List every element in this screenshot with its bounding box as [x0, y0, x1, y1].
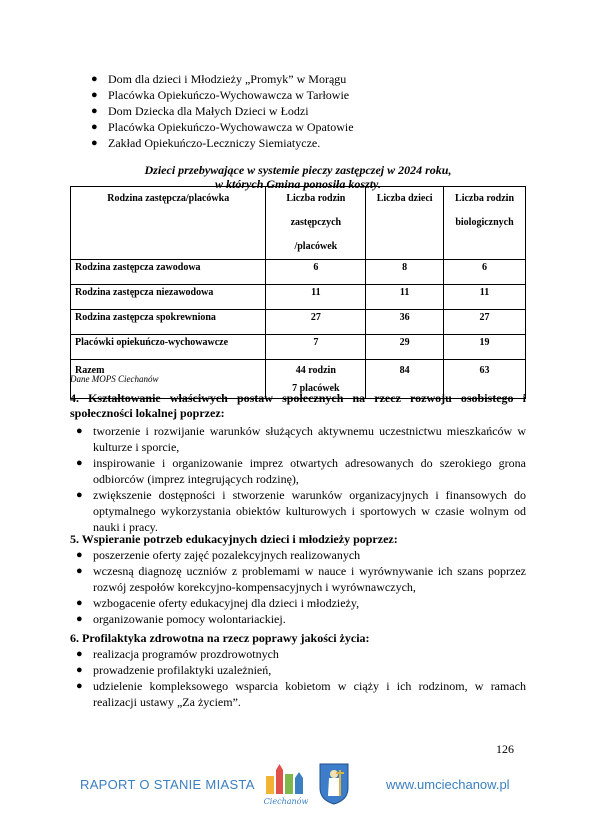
list-item: ● realizacja programów prozdrowotnych	[76, 647, 279, 661]
bullet-icon: ●	[76, 664, 83, 676]
svg-text:Ciechanów: Ciechanów	[263, 797, 309, 806]
cell-children: 29	[366, 335, 444, 360]
cell-children: 8	[366, 260, 444, 285]
bullet-icon: ●	[76, 680, 83, 692]
bullet-icon: ●	[76, 457, 83, 469]
cell-bio: 63	[444, 360, 526, 399]
section-6-title: 6. Profilaktyka zdrowotna na rzecz poprawy jakości życia:	[70, 631, 370, 645]
cell-families: 27	[266, 310, 366, 335]
bullet-icon: ●	[91, 89, 98, 101]
bullet-icon: ●	[91, 121, 98, 133]
bullet-icon: ●	[91, 73, 98, 85]
table-row	[71, 310, 526, 335]
institutions-list	[91, 71, 508, 151]
list-item: ● Zakład Opiekuńczo-Leczniczy Siemiatycze.	[91, 136, 321, 150]
bullet-icon: ●	[91, 105, 98, 117]
table-header-row	[71, 187, 526, 260]
list-item: ● wczesną diagnozę uczniów z problemami w nauce i wyrównywanie ich szans poprzez rozwój zespołów korekcyjno-kompensacyjnych i wyrównawczych,	[76, 564, 526, 594]
foster-care-table	[70, 186, 526, 399]
cell-bio: 11	[444, 285, 526, 310]
city-coat-of-arms-icon	[318, 762, 350, 806]
bullet-icon: ●	[76, 489, 83, 501]
row-name: Rodzina zastępcza zawodowa	[71, 260, 266, 285]
footer-report-title: RAPORT O STANIE MIASTA	[80, 777, 255, 792]
cell-bio: 19	[444, 335, 526, 360]
bullet-icon: ●	[76, 648, 83, 660]
section-4-list	[76, 423, 526, 535]
list-item: ● inspirowanie i organizowanie imprez otwartych adresowanych do szerokiego grona odbiorców (imprez integrujących rodzinę),	[76, 456, 526, 486]
header-families: Liczba rodzin zastępczych /placówek	[266, 187, 366, 260]
bullet-icon: ●	[76, 549, 83, 561]
bullet-icon: ●	[91, 137, 98, 149]
list-item: ● zwiększenie dostępności i stworzenie warunków organizacyjnych i finansowych do optymalnego wykorzystania obiektów kulturowych i sportowych w czasie wolnym od nauki i pracy.	[76, 488, 526, 534]
list-item: ● Placówka Opiekuńczo-Wychowawcza w Tarłowie	[91, 88, 350, 102]
section-5-title: 5. Wspieranie potrzeb edukacyjnych dzieci i młodzieży poprzez:	[70, 532, 398, 546]
list-item: ● Dom Dziecka dla Małych Dzieci w Łodzi	[91, 104, 309, 118]
cell-families: 44 rodzin 7 placówek	[266, 360, 366, 399]
table-row	[71, 335, 526, 360]
table-row	[71, 285, 526, 310]
cell-children: 84	[366, 360, 444, 399]
list-item: ● poszerzenie oferty zajęć pozalekcyjnych realizowanych	[76, 548, 361, 562]
section-5-list	[76, 547, 526, 627]
caption-line-1: Dzieci przebywające w systemie pieczy zastępczej w 2024 roku,	[144, 163, 452, 177]
list-item: ● tworzenie i rozwijanie warunków służących aktywnemu uczestnictwu mieszkańców w kulturze i sporcie,	[76, 424, 526, 454]
cell-families: 7	[266, 335, 366, 360]
list-item: ● wzbogacenie oferty edukacyjnej dla dzieci i młodzieży,	[76, 596, 360, 610]
list-item: ● udzielenie kompleksowego wsparcia kobietom w ciąży i ich rodzinom, w ramach realizacji ustawy „Za życiem”.	[76, 679, 526, 709]
header-bio-families: Liczba rodzin biologicznych	[444, 187, 526, 260]
page-number: 126	[496, 742, 514, 756]
section-6-list	[76, 646, 526, 710]
cell-families: 6	[266, 260, 366, 285]
row-name: Rodzina zastępcza niezawodowa	[71, 285, 266, 310]
row-name: Placówki opiekuńczo-wychowawcze	[71, 335, 266, 360]
table-source: Dane MOPS Ciechanów	[70, 374, 159, 384]
bullet-icon: ●	[76, 565, 83, 577]
bullet-icon: ●	[76, 425, 83, 437]
cell-children: 36	[366, 310, 444, 335]
city-logo-icon	[262, 762, 310, 808]
page-footer	[0, 760, 594, 820]
list-item: ● Dom dla dzieci i Młodzieży „Promyk” w Morągu	[91, 72, 347, 86]
cell-bio: 6	[444, 260, 526, 285]
section-4-title: 4. Kształtowanie właściwych postaw społecznych na rzecz rozwoju osobistego i społeczności lokalnej poprzez:	[70, 391, 526, 420]
table-row	[71, 260, 526, 285]
bullet-icon: ●	[76, 613, 83, 625]
caption-line-2: w których Gmina ponosiła koszty.	[215, 177, 381, 191]
footer-website: www.umciechanow.pl	[386, 777, 510, 792]
list-item: ● organizowanie pomocy wolontariackiej.	[76, 612, 286, 626]
row-name: Razem	[71, 360, 266, 399]
cell-bio: 27	[444, 310, 526, 335]
header-children: Liczba dzieci	[366, 187, 444, 260]
list-item: ● Placówka Opiekuńczo-Wychowawcza w Opatowie	[91, 120, 354, 134]
cell-families: 11	[266, 285, 366, 310]
bullet-icon: ●	[76, 597, 83, 609]
header-foster-type: Rodzina zastępcza/placówka	[71, 187, 266, 260]
list-item: ● prowadzenie profilaktyki uzależnień,	[76, 663, 272, 677]
row-name: Rodzina zastępcza spokrewniona	[71, 310, 266, 335]
cell-children: 11	[366, 285, 444, 310]
